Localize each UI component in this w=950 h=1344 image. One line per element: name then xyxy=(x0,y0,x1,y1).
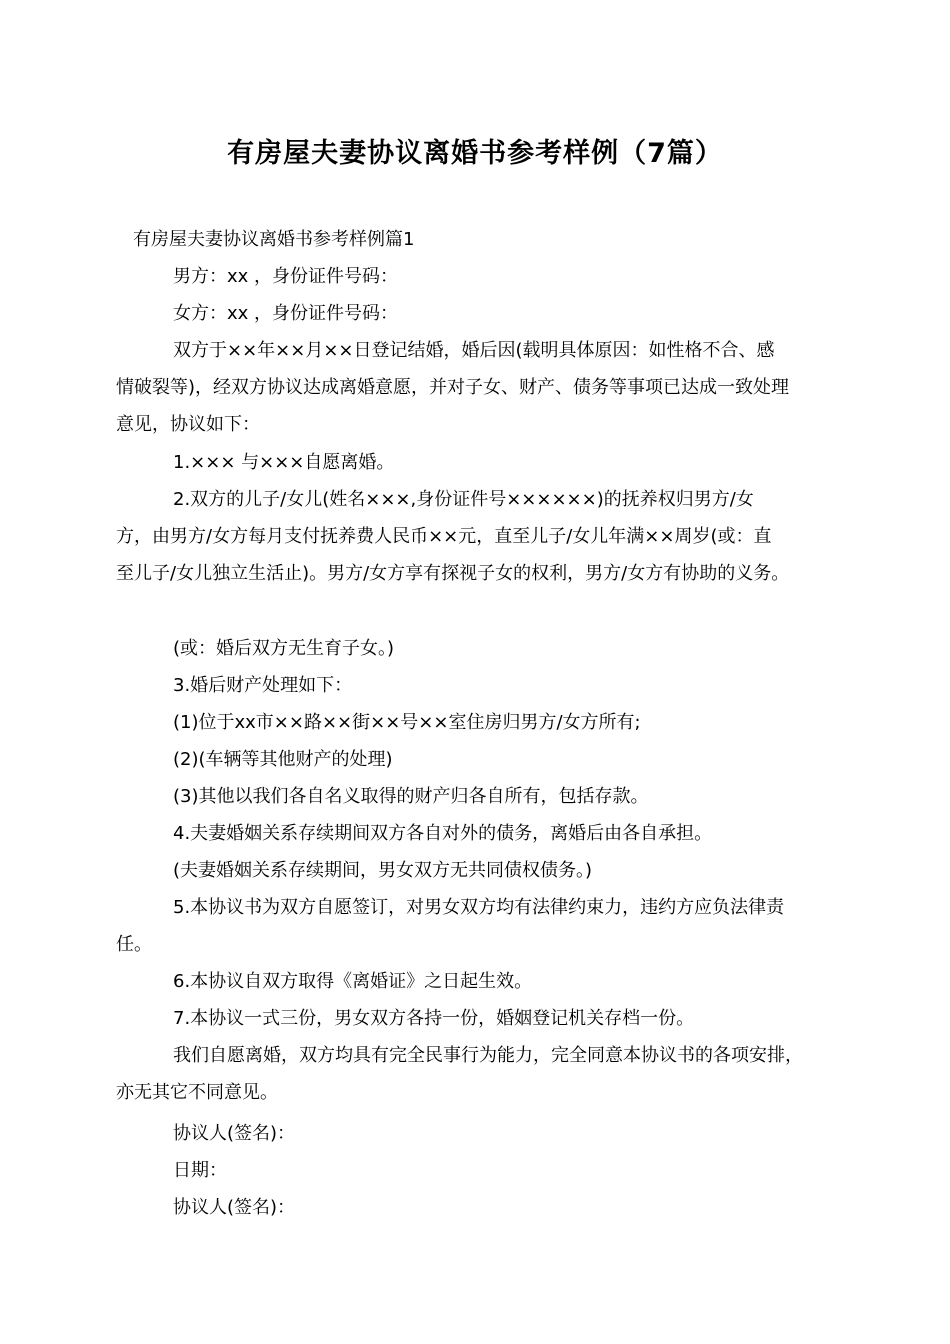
clause-2-line: 方，由男方/女方每月支付抚养费人民币××元，直至儿子/女儿年满××周岁(或：直 xyxy=(116,526,772,547)
document-title: 有房屋夫妻协议离婚书参考样例（7篇） xyxy=(227,138,723,169)
clause-6: 6.本协议自双方取得《离婚证》之日起生效。 xyxy=(173,971,533,992)
closing-line: 亦无其它不同意见。 xyxy=(116,1082,278,1103)
closing-statement xyxy=(116,1037,846,1111)
intro-line: 意见，协议如下： xyxy=(116,414,260,435)
intro-paragraph xyxy=(116,332,846,443)
clause-2-line: 至儿子/女儿独立生活止)。男方/女方享有探视子女的权利，男方/女方有协助的义务。 xyxy=(116,563,790,584)
date-line: 日期： xyxy=(173,1160,227,1181)
clause-2 xyxy=(116,481,846,592)
closing-line: 我们自愿离婚，双方均具有完全民事行为能力，完全同意本协议书的各项安排， xyxy=(173,1045,803,1066)
woman-info: 女方：xx ，身份证件号码： xyxy=(173,303,399,324)
clause-7: 7.本协议一式三份，男女双方各持一份，婚姻登记机关存档一份。 xyxy=(173,1008,695,1029)
man-info: 男方：xx ，身份证件号码： xyxy=(173,266,399,287)
clause-1: 1.××× 与×××自愿离婚。 xyxy=(173,452,395,473)
clause-2-alternative: (或：婚后双方无生育子女。) xyxy=(173,638,395,659)
signature-line-1: 协议人(签名)： xyxy=(173,1123,296,1144)
clause-5 xyxy=(116,889,846,963)
clause-3-2: (2)(车辆等其他财产的处理) xyxy=(173,749,393,770)
clause-4-alternative: (夫妻婚姻关系存续期间，男女双方无共同债权债务。) xyxy=(173,860,593,881)
signature-line-2: 协议人(签名)： xyxy=(173,1197,296,1218)
clause-5-line: 5.本协议书为双方自愿签订，对男女双方均有法律约束力，违约方应负法律责 xyxy=(173,897,785,918)
clause-3-3: (3)其他以我们各自名义取得的财产归各自所有，包括存款。 xyxy=(173,786,649,807)
clause-4: 4.夫妻婚姻关系存续期间双方各自对外的债务，离婚后由各自承担。 xyxy=(173,823,713,844)
clause-3: 3.婚后财产处理如下： xyxy=(173,675,353,696)
intro-line: 情破裂等)，经双方协议达成离婚意愿，并对子女、财产、债务等事项已达成一致处理 xyxy=(116,377,790,398)
section-heading: 有房屋夫妻协议离婚书参考样例篇1 xyxy=(133,229,415,250)
clause-5-line: 任。 xyxy=(116,934,152,955)
intro-line: 双方于××年××月××日登记结婚，婚后因(载明具体原因：如性格不合、感 xyxy=(173,340,775,361)
clause-2-line: 2.双方的儿子/女儿(姓名×××,身份证件号××××××)的抚养权归男方/女 xyxy=(173,489,754,510)
clause-3-1: (1)位于xx市××路××街××号××室住房归男方/女方所有; xyxy=(173,712,641,733)
